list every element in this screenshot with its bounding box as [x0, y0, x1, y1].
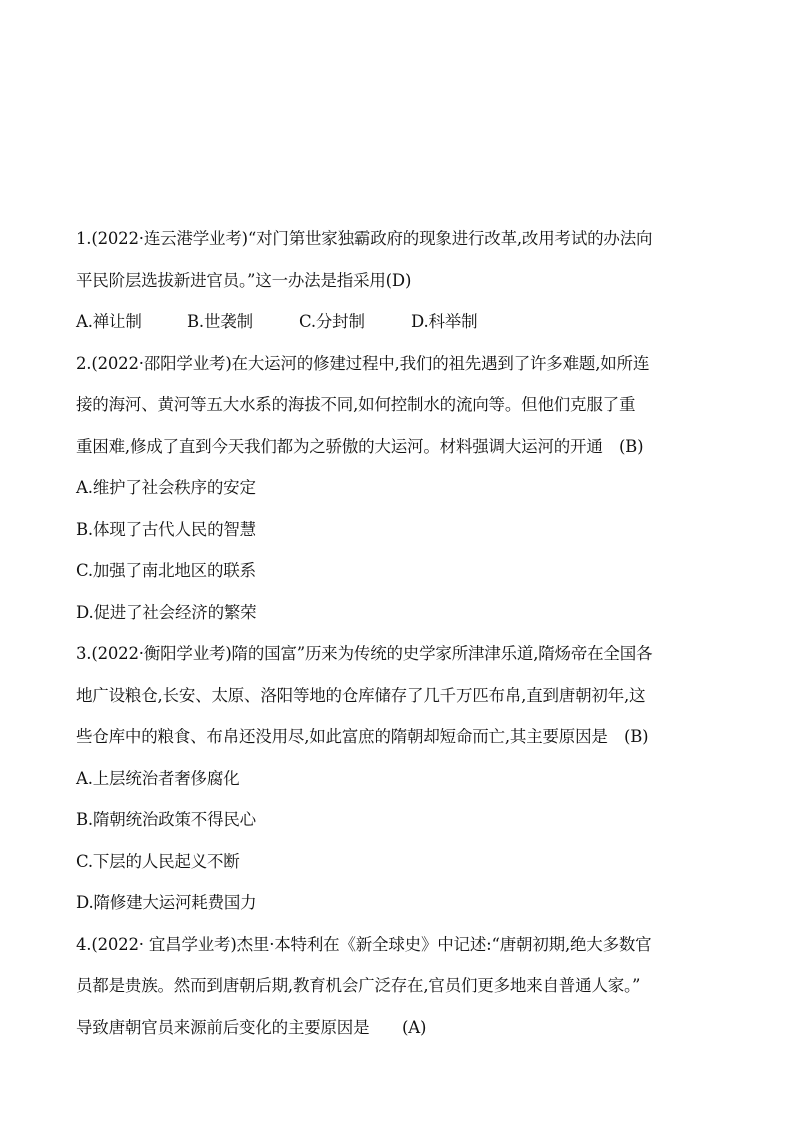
- question-2-option-b: B.体现了古代人民的智慧: [76, 519, 256, 539]
- question-2-option-c: C.加强了南北地区的联系: [76, 561, 256, 580]
- option-d: D.科举制: [411, 312, 478, 331]
- question-4: [76, 935, 736, 1038]
- question-3: [76, 644, 736, 913]
- question-4-line-2: 员都是贵族。然而到唐朝后期,教育机会广泛存在,官员们更多地来自普通人家。”: [76, 976, 641, 995]
- question-3-option-b: B.隋朝统治政策不得民心: [76, 810, 256, 829]
- question-1: [76, 229, 736, 332]
- question-2-line-3: 重困难,修成了直到今天我们都为之骄傲的大运河。材料强调大运河的开通 (B): [76, 436, 644, 456]
- question-4-line-3: 导致唐朝官员来源前后变化的主要原因是 (A): [76, 1017, 427, 1037]
- option-b: B.世袭制: [187, 312, 253, 331]
- question-2-option-a: A.维护了社会秩序的安定: [76, 478, 256, 497]
- document-page: [76, 229, 736, 1059]
- question-2: [76, 354, 736, 623]
- question-3-option-d: D.隋修建大运河耗费国力: [76, 893, 257, 912]
- question-1-line-2: 平民阶层选拔新进官员。”这一办法是指采用(D): [76, 270, 412, 290]
- question-2-option-d: D.促进了社会经济的繁荣: [76, 602, 257, 622]
- question-3-option-a: A.上层统治者奢侈腐化: [76, 768, 240, 788]
- question-2-line-2: 接的海河、黄河等五大水系的海拔不同,如何控制水的流向等。但他们克服了重: [76, 395, 636, 414]
- question-2-line-1: 2.(2022·邵阳学业考)在大运河的修建过程中,我们的祖先遇到了许多难题,如所连: [76, 353, 650, 373]
- question-3-line-1: 3.(2022·衡阳学业考)隋的国富”历来为传统的史学家所津津乐道,隋炀帝在全国各: [76, 644, 653, 663]
- question-3-line-3: 些仓库中的粮食、布帛还没用尽,如此富庶的隋朝却短命而亡,其主要原因是 (B): [76, 727, 649, 746]
- question-1-line-1: 1.(2022·连云港学业考)“对门第世家独霸政府的现象进行改革,改用考试的办法向: [76, 229, 653, 248]
- option-a: A.禅让制: [76, 312, 142, 331]
- option-c: C.分封制: [299, 312, 365, 331]
- question-3-line-2: 地广设粮仓,长安、太原、洛阳等地的仓库储存了几千万匹布帛,直到唐朝初年,这: [76, 685, 646, 705]
- question-3-option-c: C.下层的人民起义不断: [76, 851, 240, 871]
- question-4-line-1: 4.(2022· 宜昌学业考)杰里·本特利在《新全球史》中记述:“唐朝初期,绝大多数官: [76, 934, 652, 954]
- question-1-options: [76, 312, 736, 332]
